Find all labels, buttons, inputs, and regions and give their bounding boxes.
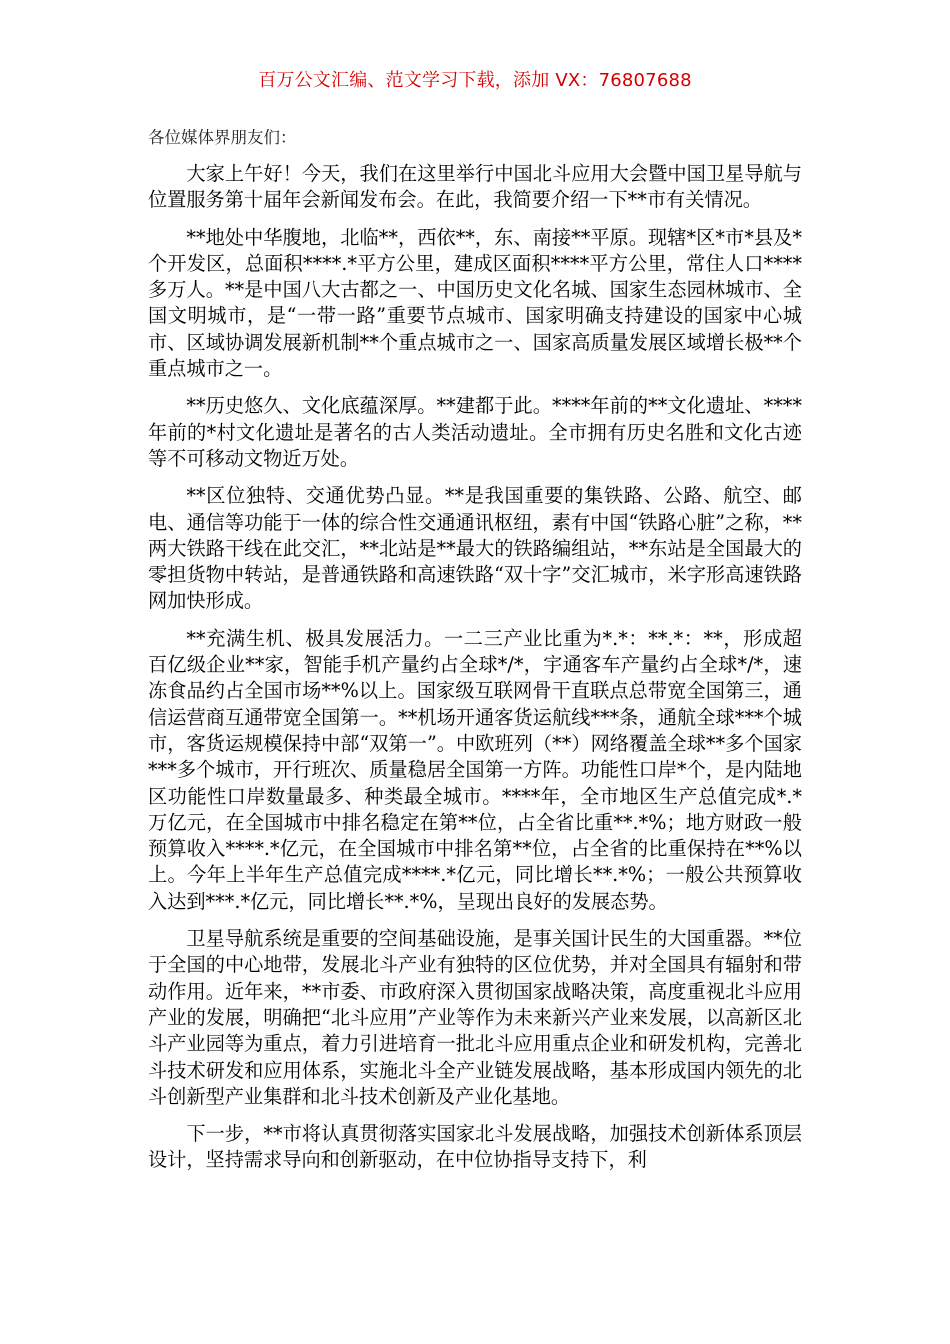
paragraph-beidou-industry: 卫星导航系统是重要的空间基础设施，是事关国计民生的大国重器。**位于全国的中心地带，发展北斗产业有独特的区位优势，并对全国具有辐射和带动作用。近年来，**市委、市政府深入贯彻国家战略决策，高度重视北斗应用产业的发展，明确把“北斗应用”产业等作为未来新兴产业来发展，以高新区北斗产业园等为重点，着力引进培育一批北斗应用重点企业和研发机构，完善北斗技术研发和应用体系，实施北斗全产业链发展战略，基本形成国内领先的北斗创新型产业集群和北斗技术创新及产业化基地。 [148,927,802,1108]
paragraph-city-overview: **地处中华腹地，北临**，西依**，东、南接**平原。现辖*区*市*县及*个开发区，总面积****.*平方公里，建成区面积****平方公里，常住人口****多万人。**是中国八大古都之一、中国历史文化名城、国家生态园林城市、全国文明城市，是“一带一路”重要节点城市、国家明确支持建设的国家中心城市、区域协调发展新机制**个重点城市之一、国家高质量发展区域增长极**个重点城市之一。 [148,225,802,381]
paragraph-transport: **区位独特、交通优势凸显。**是我国重要的集铁路、公路、航空、邮电、通信等功能于一体的综合性交通通讯枢纽，素有中国“铁路心脏”之称，**两大铁路干线在此交汇，**北站是**最大的铁路编组站，**东站是全国最大的零担货物中转站，是普通铁路和高速铁路“双十字”交汇城市，米字形高速铁路网加快形成。 [148,484,802,613]
promo-banner: 百万公文汇编、范文学习下载，添加 VX：76807688 [258,70,692,91]
paragraph-next-steps: 下一步，**市将认真贯彻落实国家北斗发展战略，加强技术创新体系顶层设计，坚持需求导向和创新驱动，在中位协指导支持下，利 [148,1122,802,1172]
document-body [148,126,802,1185]
paragraph-economy: **充满生机、极具发展活力。一二三产业比重为*.*：**.*：**，形成超百亿级企业**家，智能手机产量约占全球*/*，宇通客车产量约占全球*/*，速冻食品约占全国市场**%以上。国家级互联网骨干直联点总带宽全国第三，通信运营商互通带宽全国第一。**机场开通客货运航线***条，通航全球***个城市，客货运规模保持中部“双第一”。中欧班列（**）网络覆盖全球**多个国家***多个城市，开行班次、质量稳居全国第一方阵。功能性口岸*个，是内陆地区功能性口岸数量最多、种类最全城市。****年，全市地区生产总值完成*.*万亿元，在全国城市中排名稳定在第**位，占全省比重**.*%；地方财政一般预算收入****.*亿元，在全国城市中排名第**位，占全省的比重保持在**%以上。今年上半年生产总值完成****.*亿元，同比增长**.*%；一般公共预算收入达到***.*亿元，同比增长**.*%，呈现出良好的发展态势。 [148,626,802,913]
salutation: 各位媒体界朋友们： [148,128,297,147]
paragraph-history: **历史悠久、文化底蕴深厚。**建都于此。****年前的**文化遗址、****年前的*村文化遗址是著名的古人类活动遗址。全市拥有历史名胜和文化古迹等不可移动文物近万处。 [148,394,802,470]
paragraph-greeting: 大家上午好！今天，我们在这里举行中国北斗应用大会暨中国卫星导航与位置服务第十届年会新闻发布会。在此，我简要介绍一下**市有关情况。 [148,162,802,212]
